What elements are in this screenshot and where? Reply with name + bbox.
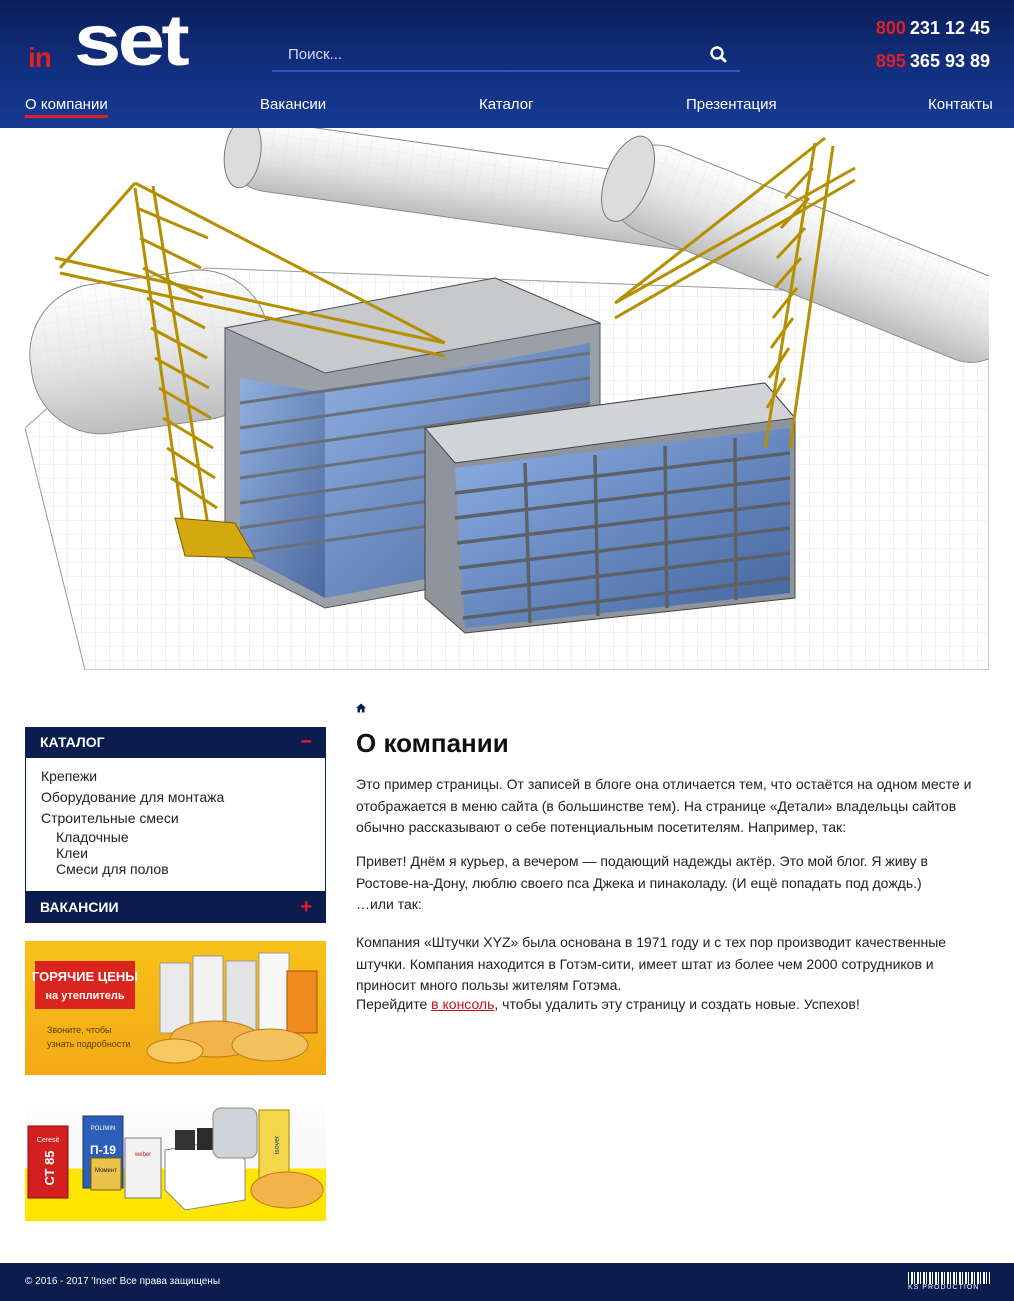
expand-icon[interactable]: + bbox=[300, 896, 312, 918]
banner2-weber: weber bbox=[134, 1152, 152, 1158]
banner2-ceresit: Ceresit bbox=[36, 1137, 60, 1144]
collapse-icon[interactable]: − bbox=[300, 731, 312, 753]
paragraph-2b: …или так: bbox=[356, 896, 422, 912]
logo-in-text: in bbox=[28, 42, 51, 73]
banner2-moment: Момент bbox=[95, 1168, 117, 1174]
search-button[interactable] bbox=[708, 44, 730, 66]
console-link[interactable]: в консоль bbox=[431, 996, 495, 1012]
site-header bbox=[0, 0, 1014, 128]
nav-presentation[interactable]: Презентация bbox=[686, 96, 777, 113]
developer-credit[interactable] bbox=[908, 1272, 990, 1292]
phone-1[interactable]: 800 231 12 45 bbox=[875, 18, 990, 38]
search-icon bbox=[708, 44, 730, 66]
catalog-subitem-floor-mixes[interactable]: Смеси для полов bbox=[56, 861, 169, 877]
banner2-p19: П-19 bbox=[90, 1143, 116, 1157]
paragraph-2: Привет! Днём я курьер, а вечером — подающий надежды актёр. Это мой блог. Я живу в Ростове-на-Дону, люблю своего пса Джека и пинаколаду. (И ещё попадать под дождь.) bbox=[356, 853, 928, 891]
insulation-promo-graphic bbox=[25, 941, 326, 1075]
main-nav bbox=[0, 96, 1014, 118]
promo-banner-building-materials[interactable] bbox=[25, 1090, 326, 1221]
hero-image bbox=[25, 128, 989, 670]
page-title: О компании bbox=[356, 728, 509, 758]
breadcrumb-home[interactable] bbox=[356, 700, 366, 710]
sidebar bbox=[25, 727, 326, 923]
catalog-subitem-masonry[interactable]: Кладочные bbox=[56, 829, 129, 845]
nav-about[interactable]: О компании bbox=[25, 96, 108, 118]
paragraph-3: Компания «Штучки XYZ» была основана в 1971 году и с тех пор производит качественные штучки. Компания находится в Готэм-сити, имеет штат из более чем 2000 сотрудников и приносит много пользы жителям Готэма. bbox=[356, 934, 947, 993]
banner1-subline: на утеплитель bbox=[45, 990, 125, 1002]
home-icon bbox=[356, 703, 366, 713]
banner1-note1: Звоните, чтобы bbox=[47, 1025, 112, 1035]
catalog-title: КАТАЛОГ bbox=[40, 734, 105, 750]
phone-list bbox=[876, 18, 990, 84]
building-materials-graphic bbox=[25, 1090, 326, 1221]
banner2-ct85: СТ 85 bbox=[42, 1150, 57, 1186]
construction-illustration bbox=[25, 128, 989, 670]
vacancies-title: ВАКАНСИИ bbox=[40, 899, 119, 915]
paragraph-4: Перейдите в консоль, чтобы удалить эту страницу и создать новые. Успехов! bbox=[356, 996, 860, 1012]
nav-contacts[interactable]: Контакты bbox=[928, 96, 993, 113]
catalog-list bbox=[25, 758, 326, 892]
copyright: © 2016 - 2017 'Inset' Все права защищены bbox=[25, 1276, 221, 1287]
site-logo[interactable] bbox=[28, 1, 238, 81]
search-bar bbox=[272, 38, 740, 72]
developer-credit-text: KS PRODUCTION bbox=[908, 1284, 980, 1291]
paragraph-1: Это пример страницы. От записей в блоге она отличается тем, что остаётся на одном месте и отображается в меню сайта (в большинстве тем). На странице «Детали» владельцы сайтов обычно рассказывают о себе потенциальным посетителям. Например, так: bbox=[356, 776, 972, 835]
catalog-header[interactable] bbox=[25, 727, 326, 758]
catalog-item-fasteners[interactable]: Крепежи bbox=[41, 768, 98, 784]
logo-set-text: set bbox=[74, 1, 187, 81]
banner1-headline: ГОРЯЧИЕ ЦЕНЫ bbox=[31, 969, 139, 984]
banner2-polimin: POLIMIN bbox=[90, 1126, 116, 1132]
catalog-item-mixes[interactable]: Строительные смеси bbox=[41, 810, 179, 826]
catalog-item-equipment[interactable]: Оборудование для монтажа bbox=[41, 789, 225, 805]
search-input[interactable] bbox=[272, 38, 692, 70]
phone-2[interactable]: 895 365 93 89 bbox=[875, 51, 990, 71]
promo-banner-insulation[interactable] bbox=[25, 941, 326, 1075]
site-footer bbox=[0, 1263, 1014, 1301]
nav-vacancies[interactable]: Вакансии bbox=[260, 96, 327, 113]
banner2-isover: isover bbox=[274, 1135, 281, 1155]
banner1-note2: узнать подробности bbox=[47, 1039, 131, 1049]
barcode-icon bbox=[908, 1272, 990, 1284]
nav-catalog[interactable]: Каталог bbox=[479, 96, 534, 113]
vacancies-header[interactable] bbox=[25, 892, 326, 923]
catalog-subitem-glues[interactable]: Клеи bbox=[56, 845, 88, 861]
